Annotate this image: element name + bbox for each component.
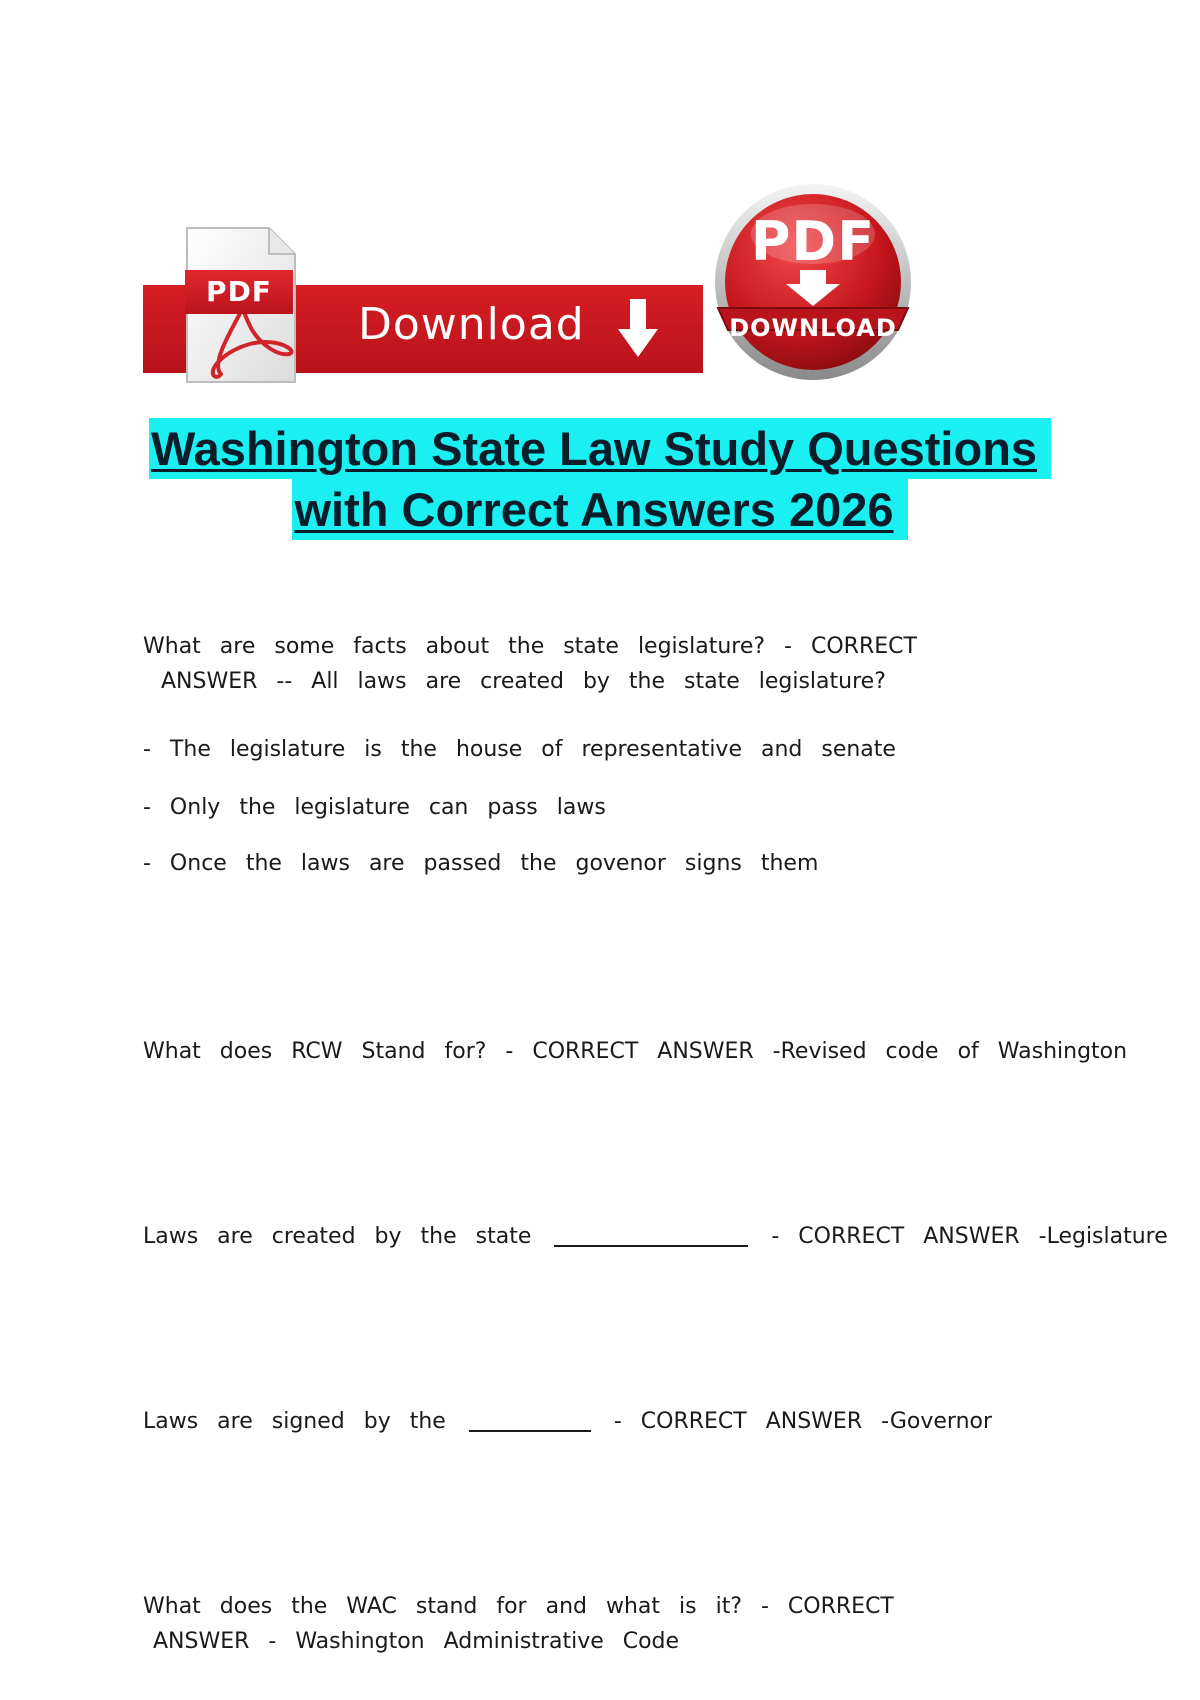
- pdf-download-badge-icon[interactable]: [708, 182, 918, 392]
- question-3-prefix: Laws are created by the state: [143, 1224, 532, 1249]
- title-line-1: Washington State Law Study Questions: [149, 418, 1051, 479]
- download-arrow-icon: [616, 299, 660, 361]
- bullet-3: - Once the laws are passed the govenor signs them: [143, 851, 819, 876]
- download-label: Download: [358, 299, 585, 350]
- question-3: [143, 1224, 1168, 1249]
- bullet-2: - Only the legislature can pass laws: [143, 795, 606, 820]
- badge-download-label: DOWNLOAD: [729, 314, 897, 342]
- question-4-prefix: Laws are signed by the: [143, 1409, 446, 1434]
- question-2: What does RCW Stand for? - CORRECT ANSWER -Revised code of Washington: [143, 1039, 1128, 1064]
- question-5-line-1: What does the WAC stand for and what is it? - CORRECT: [143, 1594, 894, 1619]
- pdf-download-banner[interactable]: [143, 182, 923, 392]
- question-1-line-2: ANSWER -- All laws are created by the state legislature?: [161, 669, 886, 694]
- question-5-line-2: ANSWER - Washington Administrative Code: [153, 1629, 680, 1654]
- fill-in-blank: [469, 1430, 591, 1432]
- question-4-suffix: - CORRECT ANSWER -Governor: [613, 1409, 993, 1434]
- question-5: [143, 1594, 894, 1654]
- title-line-2: with Correct Answers 2026: [292, 479, 907, 540]
- bullet-1: - The legislature is the house of representative and senate: [143, 737, 896, 762]
- document-title: [130, 418, 1070, 540]
- question-3-suffix: - CORRECT ANSWER -Legislature: [771, 1224, 1168, 1249]
- pdf-file-icon: [181, 224, 299, 386]
- pdf-tag-label: PDF: [185, 270, 293, 314]
- question-1-line-1: What are some facts about the state legislature? - CORRECT: [143, 634, 917, 659]
- question-1: [143, 634, 917, 694]
- badge-pdf-label: PDF: [750, 210, 876, 273]
- fill-in-blank: [554, 1245, 748, 1247]
- question-4: [143, 1409, 992, 1434]
